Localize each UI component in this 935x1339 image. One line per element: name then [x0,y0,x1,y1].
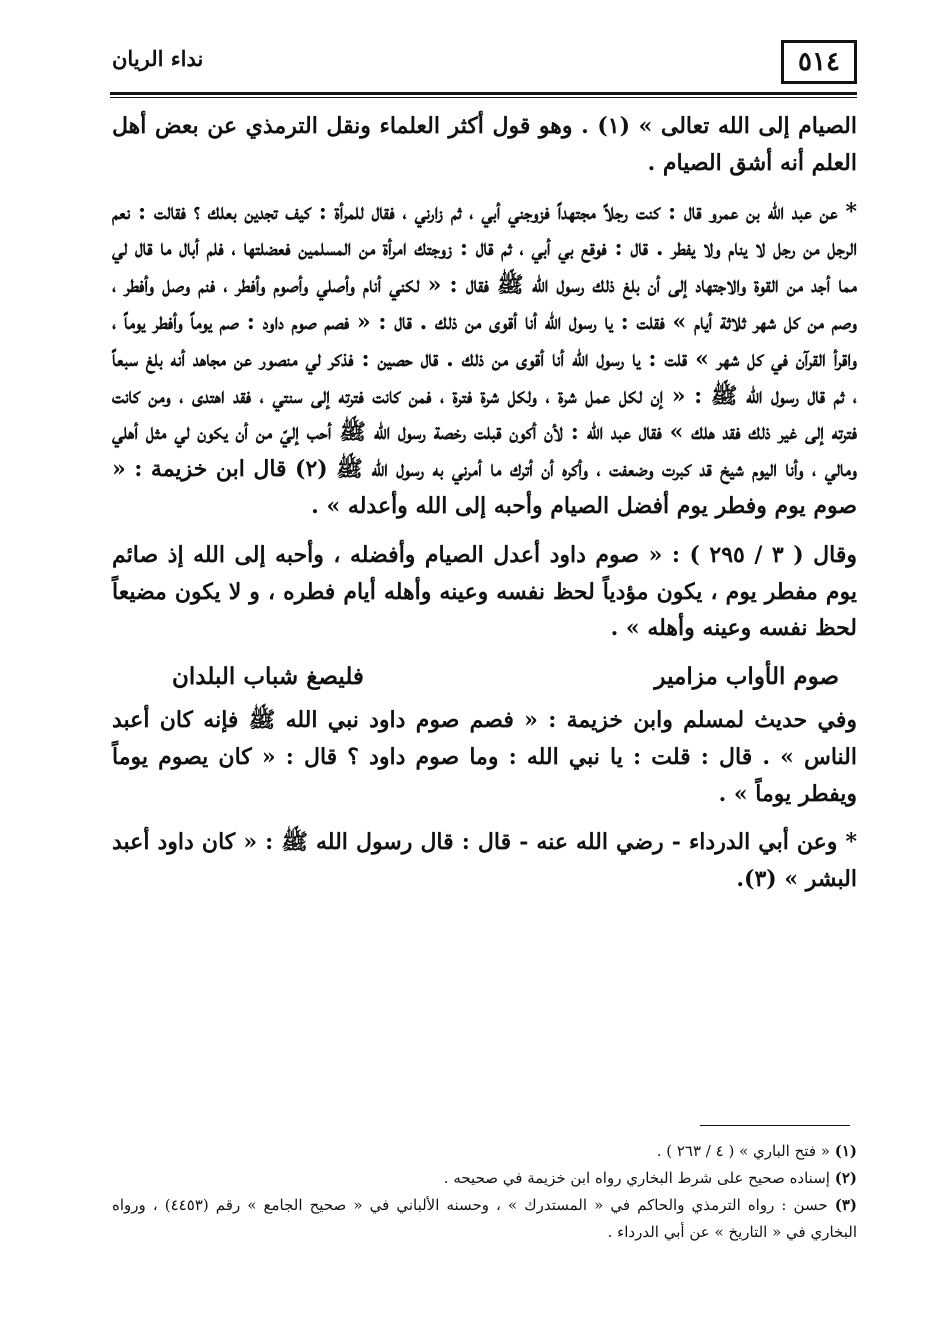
footnote-text: حسن : رواه الترمذي والحاكم في « المستدرك » ، وحسنه الألباني في « صحيح الجامع » رقم (٤٤٥٣) ، ورواه البخاري في « التاريخ » عن أبي الدرداء . [112,1196,857,1241]
book-title: نداء الريان [112,46,204,71]
paragraph: وفي حديث لمسلم وابن خزيمة : « فصم صوم داود نبي الله ﷺ فإنه كان أعبد الناس » . قال : قلت : يا نبي الله : وما صوم داود ؟ قال : « كان يصوم يوماً ويفطر يوماً » . [112,706,857,807]
footnote-separator [700,1125,850,1126]
poem-verse [112,659,857,696]
main-text [112,108,857,910]
footnotes [112,1138,857,1246]
footnote-number: (٢) [834,1169,857,1187]
paragraph: وقال ( ٣ / ٢٩٥ ) : « صوم داود أعدل الصيام وأفضله ، وأحبه إلى الله إذ صائم يوم مفطر يوم ، يكون مؤدياً لحظ نفسه وعينه وأهله أيام فطره ، و لا يكون مضيعاً لحظ نفسه وعينه وأهله » . [112,541,857,642]
poem-hemistich-left: فليصغ شباب البلدان [172,663,364,691]
header-rule-thin [110,97,857,98]
page-header [112,40,857,90]
paragraph: * وعن أبي الدرداء - رضي الله عنه - قال : قال رسول الله ﷺ : « كان داود أعبد البشر » (٣). [112,829,857,893]
header-rule [110,92,857,95]
poem-hemistich-right: صوم الأواب مزامير [654,663,839,691]
paragraph: الصيام إلى الله تعالى » (١) . وهو قول أكثر العلماء ونقل الترمذي عن بعض أهل العلم أنه أشق الصيام . [112,113,857,176]
footnote-text: « فتح الباري » ( ٤ / ٢٦٣ ) . [656,1142,830,1160]
footnote-text: إسناده صحيح على شرط البخاري رواه ابن خزيمة في صحيحه . [443,1169,830,1187]
footnote-number: (٣) [834,1196,857,1214]
page-number: ٥١٤ [781,40,857,84]
paragraph: * عن عبد الله بن عمرو قال : كنت رجلاً مجتهداً فزوجني أبي ، ثم زارني ، فقال للمرأة : كيف تجدين بعلك ؟ فقالت : نعم الرجل من رجل لا ينام ولا يفطر . قال : فوقع بي أبي ، ثم قال : زوجتك امرأة من المسلمين فعضلتها ، فلم أبال ما قال لي مما أجد من القوة والاجتهاد إلى أن بلغ ذلك رسول الله ﷺ فقال : « لكني أنام وأصلي وأصوم وأفطر ، فنم وصل وأفطر ، وصم من كل شهر ثلاثة أيام » فقلت : يا رسول الله أنا أقوى من ذلك . قال : « فصم صوم داود : صم يوماً وأفطر يوماً ، واقرأ القرآن في كل شهر » قلت : يا رسول الله أنا أقوى من ذلك . قال حصين : فذكر لي منصور عن مجاهد أنه بلغ سبعاً ، ثم قال رسول الله ﷺ : « إن لكل عمل شرة ، ولكل شرة فترة ، فمن كانت فترته إلى سنتي ، فقد اهتدى ، ومن كانت فترته إلى غير ذلك فقد هلك » فقال عبد الله : لأن أكون قبلت رخصة رسول الله ﷺ أحب إليّ من أن يكون لي مثل أهلي ومالي ، وأنا اليوم شيخ قد كبرت وضعفت ، وأكره أن أترك ما أمرني به رسول الله ﷺ (٢) قال ابن خزيمة : « صوم يوم وفطر يوم أفضل الصيام وأحبه إلى الله وأعدله » . [112,198,857,519]
footnote [112,1165,857,1192]
footnote [112,1192,857,1246]
footnote [112,1138,857,1165]
footnote-number: (١) [834,1142,857,1160]
